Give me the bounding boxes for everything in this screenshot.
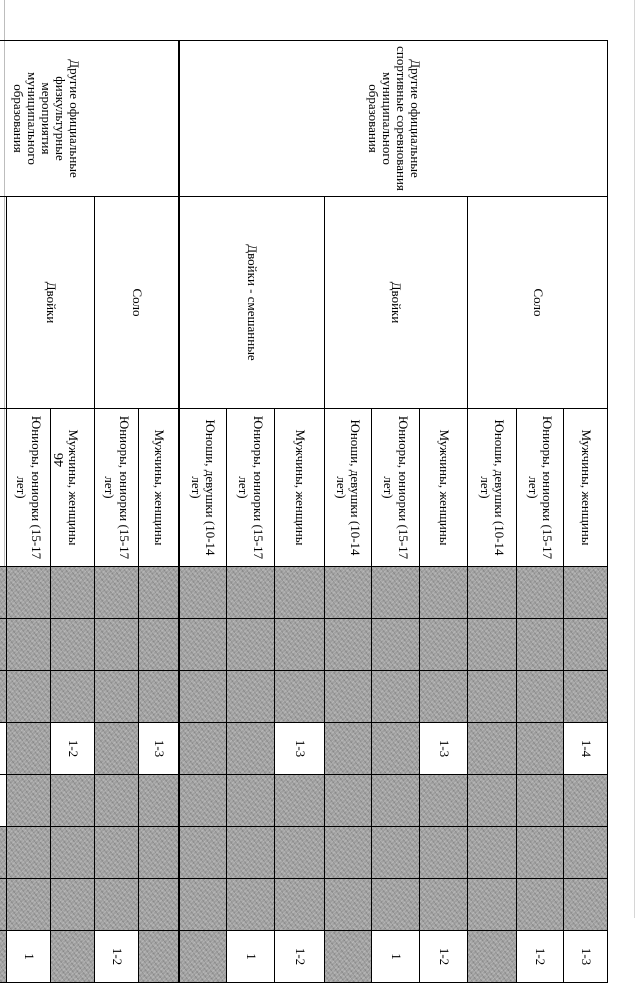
shaded-cell (95, 671, 139, 723)
rank-value-cell: 1-2 (95, 931, 139, 983)
event-name-cell: Другие официальные спортивные соревнования муниципального образования (180, 41, 608, 197)
age-group-cell: Юниоры, юниорки (15-17 лет) (95, 409, 139, 567)
shaded-cell (7, 879, 51, 931)
category-cell: Двойки (7, 197, 95, 409)
rank-value-cell: 1 (7, 931, 51, 983)
shaded-cell (180, 775, 227, 827)
age-group-cell: Мужчины, женщины (275, 409, 325, 567)
shaded-cell (420, 879, 468, 931)
shaded-cell (180, 723, 227, 775)
rank-value-cell: 1-2 (51, 723, 95, 775)
shaded-cell (139, 879, 180, 931)
shaded-cell (420, 827, 468, 879)
rank-value-cell: 1-2 (420, 931, 468, 983)
age-group-cell: Юниоры, юниорки (15-17 лет) (517, 409, 564, 567)
shaded-cell (95, 827, 139, 879)
shaded-cell (275, 827, 325, 879)
shaded-cell (139, 931, 180, 983)
shaded-cell (139, 671, 180, 723)
shaded-cell (7, 671, 51, 723)
age-group-cell: Юниоры, юниорки (15-17 лет) (372, 409, 420, 567)
shaded-cell (227, 619, 275, 671)
shaded-cell (468, 775, 517, 827)
shaded-cell (372, 723, 420, 775)
category-cell: Двойки - смешанные (180, 197, 325, 409)
shaded-cell (372, 879, 420, 931)
shaded-cell (564, 879, 608, 931)
shaded-cell (468, 879, 517, 931)
shaded-cell (0, 827, 7, 879)
shaded-cell (372, 671, 420, 723)
shaded-cell (420, 671, 468, 723)
shaded-cell (275, 619, 325, 671)
shaded-cell (227, 723, 275, 775)
shaded-cell (564, 619, 608, 671)
shaded-cell (275, 775, 325, 827)
shaded-cell (372, 775, 420, 827)
shaded-cell (180, 567, 227, 619)
shaded-cell (325, 723, 372, 775)
shaded-cell (325, 879, 372, 931)
shaded-cell (468, 931, 517, 983)
shaded-cell (325, 775, 372, 827)
rank-value-cell: 1-2 (517, 931, 564, 983)
shaded-cell (0, 619, 7, 671)
shaded-cell (227, 567, 275, 619)
age-group-cell: Юноши, девушки (10-14 лет) (325, 409, 372, 567)
shaded-cell (420, 619, 468, 671)
category-cell: Соло (95, 197, 180, 409)
shaded-cell (372, 827, 420, 879)
shaded-cell (139, 567, 180, 619)
shaded-cell (564, 775, 608, 827)
shaded-cell (180, 931, 227, 983)
shaded-cell (7, 775, 51, 827)
shaded-cell (468, 671, 517, 723)
empty-cell (0, 775, 7, 827)
rank-value-cell (0, 723, 7, 775)
shaded-cell (95, 775, 139, 827)
shaded-cell (468, 567, 517, 619)
shaded-cell (139, 619, 180, 671)
shaded-cell (0, 567, 7, 619)
shaded-cell (468, 723, 517, 775)
shaded-cell (325, 671, 372, 723)
shaded-cell (517, 619, 564, 671)
shaded-cell (325, 619, 372, 671)
age-group-cell: Юноши, девушки (10-14 лет) (180, 409, 227, 567)
rank-value-cell: 1 (372, 931, 420, 983)
shaded-cell (517, 567, 564, 619)
rank-value-cell: 1-3 (139, 723, 180, 775)
shaded-cell (51, 827, 95, 879)
shaded-cell (51, 775, 95, 827)
category-cell (0, 197, 7, 409)
age-group-cell: Юниоры, юниорки (15-17 лет) (227, 409, 275, 567)
shaded-cell (564, 671, 608, 723)
shaded-cell (372, 619, 420, 671)
shaded-cell (227, 827, 275, 879)
shaded-cell (325, 931, 372, 983)
shaded-cell (468, 827, 517, 879)
rank-value-cell: 1-2 (275, 931, 325, 983)
shaded-cell (420, 775, 468, 827)
shaded-cell (0, 931, 7, 983)
shaded-cell (517, 827, 564, 879)
shaded-cell (275, 879, 325, 931)
shaded-cell (517, 723, 564, 775)
shaded-cell (275, 671, 325, 723)
table-body (0, 41, 608, 983)
table-row (564, 41, 608, 983)
shaded-cell (180, 619, 227, 671)
rank-value-cell: 1 (227, 931, 275, 983)
shaded-cell (0, 671, 7, 723)
shaded-cell (275, 567, 325, 619)
category-cell: Соло (468, 197, 608, 409)
shaded-cell (564, 567, 608, 619)
rank-value-cell: 1-3 (564, 931, 608, 983)
shaded-cell (7, 619, 51, 671)
rank-value-cell: 1-4 (564, 723, 608, 775)
rank-value-cell: 1-3 (420, 723, 468, 775)
shaded-cell (227, 879, 275, 931)
age-group-cell: Мужчины, женщины (420, 409, 468, 567)
shaded-cell (325, 567, 372, 619)
shaded-cell (227, 775, 275, 827)
shaded-cell (7, 723, 51, 775)
shaded-cell (51, 931, 95, 983)
shaded-cell (372, 567, 420, 619)
age-group-cell: Мужчины, женщины (564, 409, 608, 567)
shaded-cell (517, 775, 564, 827)
shaded-cell (51, 879, 95, 931)
shaded-cell (180, 671, 227, 723)
age-group-cell: Юноши, девушки (10-14 лет) (468, 409, 517, 567)
shaded-cell (517, 879, 564, 931)
age-group-cell: Мужчины, женщины (139, 409, 180, 567)
page-number: 46 (52, 453, 67, 467)
shaded-cell (95, 567, 139, 619)
event-name-cell: Другие официальные физкультурные мероприятия муниципального образования (0, 41, 180, 197)
age-group-cell: Мужчины, женщины (51, 409, 95, 567)
shaded-cell (7, 827, 51, 879)
scan-edge-right (634, 0, 635, 918)
shaded-cell (180, 827, 227, 879)
shaded-cell (420, 567, 468, 619)
age-group-cell (0, 409, 7, 567)
rank-value-cell: 1-3 (275, 723, 325, 775)
age-group-cell: Юниоры, юниорки (15-17 лет) (7, 409, 51, 567)
shaded-cell (0, 879, 7, 931)
shaded-cell (139, 775, 180, 827)
shaded-cell (7, 567, 51, 619)
shaded-cell (468, 619, 517, 671)
table-row (139, 41, 180, 983)
ranks-table (0, 40, 608, 983)
shaded-cell (51, 619, 95, 671)
shaded-cell (95, 619, 139, 671)
shaded-cell (95, 723, 139, 775)
shaded-cell (517, 671, 564, 723)
shaded-cell (180, 879, 227, 931)
category-cell: Двойки (325, 197, 468, 409)
shaded-cell (51, 671, 95, 723)
shaded-cell (227, 671, 275, 723)
shaded-cell (564, 827, 608, 879)
shaded-cell (51, 567, 95, 619)
shaded-cell (139, 827, 180, 879)
shaded-cell (325, 827, 372, 879)
shaded-cell (95, 879, 139, 931)
